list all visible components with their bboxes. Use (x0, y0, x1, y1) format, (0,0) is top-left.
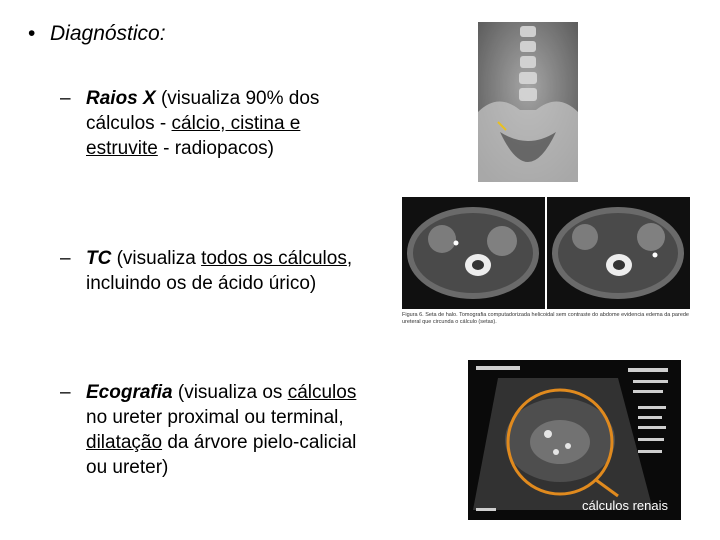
xray-image (478, 22, 578, 182)
item-line: ou ureter) (86, 457, 169, 478)
item-ct (60, 246, 352, 296)
item-line: incluindo os de ácido úrico) (86, 273, 317, 294)
item-dash: – (60, 248, 71, 269)
item-text: (visualiza (111, 248, 202, 269)
item-line (60, 430, 356, 455)
item-text: (visualiza os (172, 382, 288, 403)
item-underlined-text: dilatação (86, 432, 163, 453)
xray-drawing (478, 22, 578, 182)
item-title: TC (86, 248, 112, 269)
heading-bullet: • (28, 22, 36, 45)
item-title: Raios X (86, 88, 156, 109)
item-text: , (346, 248, 353, 269)
slide-heading (28, 22, 166, 46)
item-underlined-text: estruvite (86, 138, 158, 159)
ultrasound-image (468, 360, 681, 520)
item-text: cálculos - (86, 113, 172, 134)
item-dash: – (60, 88, 71, 109)
item-line: no ureter proximal ou terminal, (86, 407, 344, 428)
item-ultrasound (60, 380, 356, 480)
ct-image-a (402, 197, 545, 309)
ct-drawing-b (547, 197, 690, 309)
ct-caption: Figura 6. Seta de halo. Tomografia computadorizada helicoidal sem contraste do abdome evidencia edema da parede ureteral que circunda o cálculo (setas). (402, 312, 689, 325)
ultrasound-drawing (468, 360, 681, 520)
item-underlined-text: cálcio, cistina e (171, 113, 301, 134)
ultrasound-label: cálculos renais (582, 498, 668, 513)
ct-image-b (547, 197, 690, 309)
ct-drawing-a (402, 197, 545, 309)
item-title: Ecografia (86, 382, 173, 403)
item-line (60, 111, 319, 136)
item-dash: – (60, 382, 71, 403)
item-text: da árvore pielo-calicial (162, 432, 357, 453)
item-underlined-text: cálculos (287, 382, 357, 403)
item-xray (60, 86, 319, 161)
item-underlined-text: todos os cálculos (201, 248, 347, 269)
item-text: - radiopacos) (157, 138, 274, 159)
item-text: (visualiza 90% dos (155, 88, 320, 109)
heading-text: Diagnóstico: (50, 22, 166, 45)
item-line (60, 136, 319, 161)
